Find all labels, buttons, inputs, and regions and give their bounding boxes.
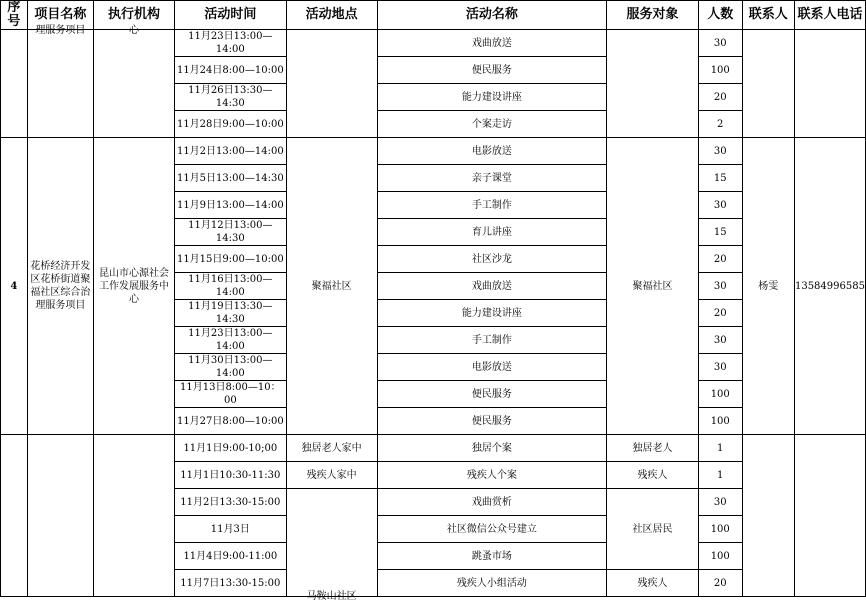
count-cell: 20 [698,84,742,111]
time-cell: 11月15日9:00—10:00 [174,246,286,273]
count-cell: 20 [698,570,742,597]
place-cell: 独居老人家中 [286,435,377,462]
time-cell: 11月30日13:00—14:00 [174,354,286,381]
next-phone-cell [794,435,865,597]
header-org: 执行机构 [93,1,174,30]
time-cell: 11月7日13:30-15:00 [174,570,286,597]
header-count: 人数 [698,1,742,30]
target-cell: 独居老人 [607,435,699,462]
prev-org-cell: 心 [93,30,174,138]
activity-cell: 社区微信公众号建立 [377,516,607,543]
target-cell: 残疾人 [607,462,699,489]
count-cell: 100 [698,57,742,84]
activity-cell: 电影放送 [377,354,607,381]
count-cell: 100 [698,516,742,543]
prev-phone-cell [794,30,865,138]
count-cell: 1 [698,435,742,462]
time-cell: 11月2日13:30-15:00 [174,489,286,516]
activity-cell: 育儿讲座 [377,219,607,246]
count-cell: 30 [698,327,742,354]
prev-contact-cell [742,30,794,138]
activity-cell: 跳蚤市场 [377,543,607,570]
prev-place-cell [286,30,377,138]
activity-cell: 社区沙龙 [377,246,607,273]
activity-cell: 戏曲赏析 [377,489,607,516]
next-contact-cell [742,435,794,597]
time-cell: 11月4日9:00-11:00 [174,543,286,570]
table-row [1,138,866,165]
count-cell: 30 [698,138,742,165]
activity-cell: 便民服务 [377,57,607,84]
activity-cell: 便民服务 [377,408,607,435]
activity-cell: 独居个案 [377,435,607,462]
time-cell: 11月23日13:00—14:00 [174,327,286,354]
time-cell: 11月24日8:00—10:00 [174,57,286,84]
time-cell: 11月1日9:00-10;00 [174,435,286,462]
target-cell: 残疾人 [607,570,699,597]
org-cell: 昆山市心源社会工作发展服务中心 [93,138,174,435]
header-time: 活动时间 [174,1,286,30]
table-row [1,30,866,57]
target-cell: 聚福社区 [607,138,699,435]
activity-cell: 个案走访 [377,111,607,138]
place-cell: 残疾人家中 [286,462,377,489]
count-cell: 2 [698,111,742,138]
seq-cell: 4 [1,138,28,435]
count-cell: 20 [698,246,742,273]
activity-cell: 手工制作 [377,192,607,219]
prev-target-cell [607,30,699,138]
target-cell: 社区居民 [607,489,699,570]
activity-cell: 亲子课堂 [377,165,607,192]
count-cell: 20 [698,300,742,327]
place-cell: 聚福社区 [286,138,377,435]
activity-cell: 手工制作 [377,327,607,354]
time-cell: 11月23日13:00—14:00 [174,30,286,57]
next-seq-cell [1,435,28,597]
activity-cell: 能力建设讲座 [377,300,607,327]
header-place: 活动地点 [286,1,377,30]
count-cell: 30 [698,192,742,219]
contact-cell: 杨雯 [742,138,794,435]
count-cell: 30 [698,354,742,381]
count-cell: 30 [698,273,742,300]
activity-cell: 便民服务 [377,381,607,408]
header-activity: 活动名称 [377,1,607,30]
activity-cell: 戏曲放送 [377,30,607,57]
time-cell: 11月26日13:30—14:30 [174,84,286,111]
count-cell: 30 [698,30,742,57]
prev-project-cell: 理服务项目 [27,30,93,138]
time-cell: 11月5日13:00—14:30 [174,165,286,192]
count-cell: 100 [698,543,742,570]
prev-seq-cell [1,30,28,138]
phone-cell: 13584996585 [794,138,865,435]
time-cell: 11月2日13:00—14:00 [174,138,286,165]
header-contact: 联系人 [742,1,794,30]
count-cell: 15 [698,219,742,246]
count-cell: 100 [698,381,742,408]
count-cell: 15 [698,165,742,192]
header-phone: 联系人电话 [794,1,865,30]
time-cell: 11月27日8:00—10:00 [174,408,286,435]
table-row [1,435,866,462]
count-cell: 30 [698,489,742,516]
time-cell: 11月12日13:00—14:30 [174,219,286,246]
activity-cell: 电影放送 [377,138,607,165]
count-cell: 100 [698,408,742,435]
time-cell: 11月3日 [174,516,286,543]
activity-cell: 戏曲放送 [377,273,607,300]
project-cell: 花桥经济开发区花桥街道聚福社区综合治理服务项目 [27,138,93,435]
time-cell: 11月13日8:00—10：00 [174,381,286,408]
time-cell: 11月16日13:00—14:00 [174,273,286,300]
header-seq: 序号 [1,1,28,30]
activity-cell: 能力建设讲座 [377,84,607,111]
time-cell: 11月9日13:00—14:00 [174,192,286,219]
time-cell: 11月19日13:30—14:30 [174,300,286,327]
time-cell: 11月28日9:00—10:00 [174,111,286,138]
place-cell: 马鞍山社区 [286,489,377,597]
header-target: 服务对象 [607,1,699,30]
next-org-cell [93,435,174,597]
activity-cell: 残疾人个案 [377,462,607,489]
count-cell: 1 [698,462,742,489]
header-project: 项目名称 [27,1,93,30]
next-project-cell [27,435,93,597]
activity-cell: 残疾人小组活动 [377,570,607,597]
time-cell: 11月1日10:30-11:30 [174,462,286,489]
